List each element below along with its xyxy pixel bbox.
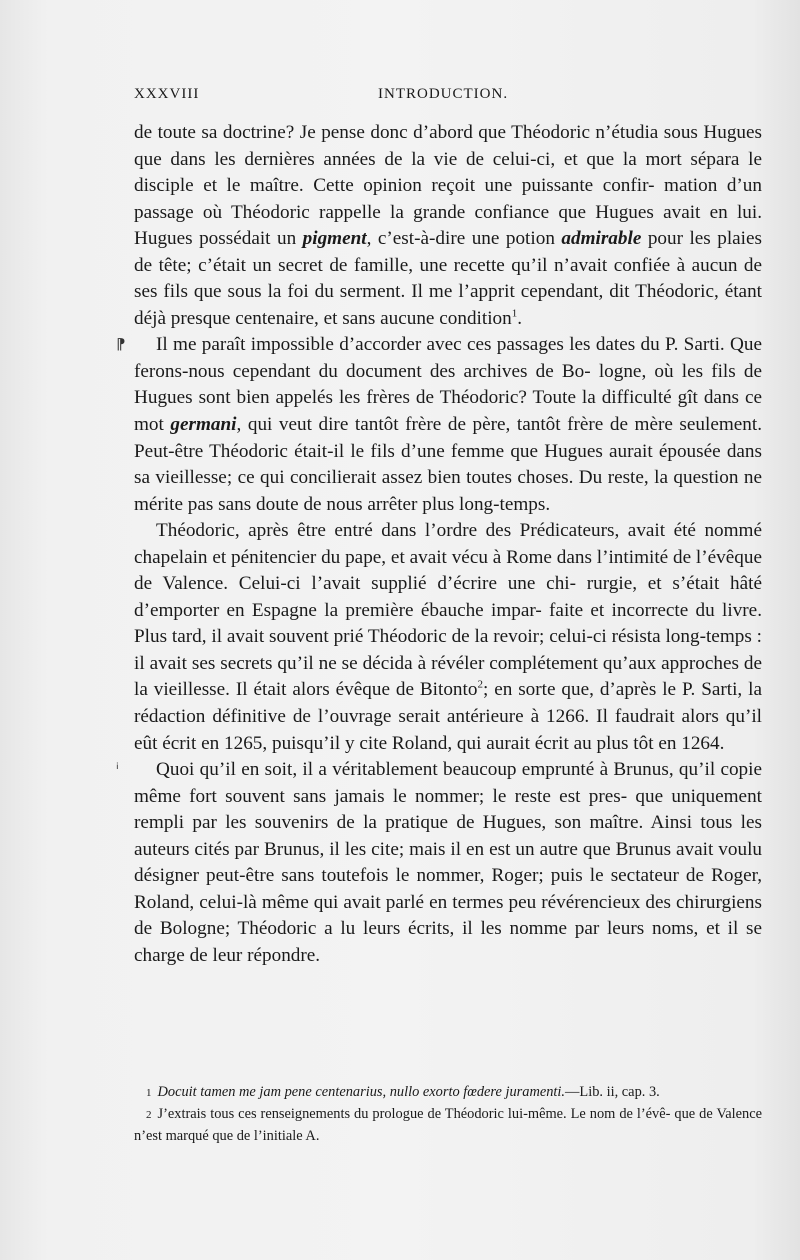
footnote-2-number: 2 [146, 1109, 152, 1121]
paragraph-1 [134, 120, 762, 332]
footnote-ref-2: 2 [477, 679, 483, 692]
italic-germani: germani [170, 414, 237, 436]
page-number: XXXVIII [134, 86, 200, 102]
running-title: INTRODUCTION. [378, 86, 509, 102]
footnote-1-citation: —Lib. ii, cap. 3. [565, 1084, 660, 1100]
running-head [134, 86, 762, 108]
paragraph-2-wrap [116, 332, 762, 518]
paragraph-2-text-a: Il me paraît impossible d’accorder avec ces passages les dates du P. Sarti. Que ferons-nous cependant du document des archives de Bo- logne, où les fils de Hugues sont bien appelés les frères de Théodoric? Toute la difficulté gît dans ce mot [134, 334, 762, 436]
margin-annotation-1: ⁋ [116, 337, 126, 354]
paragraph-2 [134, 332, 762, 518]
footnote-1-latin: Docuit tamen me jam pene centenarius, nullo exorto fœdere juramenti. [157, 1084, 566, 1100]
paragraph-4-wrap [116, 757, 762, 969]
italic-pigment: pigment [302, 228, 367, 250]
margin-annotation-2: ⁱ [116, 762, 119, 779]
footnotes [134, 1082, 762, 1147]
footnote-1 [134, 1082, 762, 1104]
paragraph-3-text-a: Théodoric, après être entré dans l’ordre des Prédicateurs, avait été nommé chapelain et pénitencier du pape, et avait vécu à Rome dans l’intimité de l’évêque de Valence. Celui-ci l’avait supplié d’écrire une chi- rurgie, et s’était hâté d’emporter en Espagne la première ébauche impar- faite et incorrecte du livre. Plus tard, il avait souvent prié Théodoric de la revoir; celui-ci résista long-temps : il avait ses secrets qu’il ne se décida à révéler complétement qu’aux approches de la vieillesse. Il était alors évêque de Bitonto [134, 520, 762, 701]
footnote-2-text: J’extrais tous ces renseignements du prologue de Théodoric lui-même. Le nom de l’évê- que de Valence n’est marqué que de l’initiale A. [134, 1106, 762, 1144]
paragraph-1-text-a: de toute sa doctrine? Je pense donc d’abord que Théodoric n’étudia sous Hugues que dans les dernières années de la vie de celui-ci, et que la mort sépara le disciple et le maître. Cette opinion reçoit une puissante confir- mation d’un passage où Théodoric rappelle la grande confiance que Hugues avait en lui. Hugues possédait un [134, 122, 762, 250]
paragraph-4: Quoi qu’il en soit, il a véritablement beaucoup emprunté à Brunus, qu’il copie même fort souvent sans jamais le nommer; le reste est pres- que uniquement rempli par les souvenirs de la pratique de Hugues, son maître. Ainsi tous les auteurs cités par Brunus, il les cite; mais il en est un autre que Brunus avait voulu désigner peut-être sans toutefois le nommer, Roger; puis le sectateur de Roger, Roland, celui-là même qui avait parlé en termes peu révérencieux des chirurgiens de Bologne; Théodoric a lu leurs écrits, il les nomme par leurs noms, et il se charge de leur répondre. [134, 759, 762, 966]
footnote-1-number: 1 [146, 1087, 152, 1099]
footnote-2 [134, 1104, 762, 1147]
main-text [116, 120, 762, 970]
paragraph-1-end: . [517, 307, 523, 329]
paragraph-2-text-b: , qui veut dire tantôt frère de père, tantôt frère de mère seulement. Peut-être Théodoric était-il le fils d’une femme que Hugues aurait épousée dans sa vieillesse; ce qui concilierait assez bien toutes choses. Du reste, la question ne mérite pas sans doute de nous arrêter plus long-temps. [134, 414, 762, 515]
paragraph-3 [134, 518, 762, 757]
paragraph-3-text-b: ; en sorte que, d’après le P. Sarti, la rédaction définitive de l’ouvrage serait antérieure à 1266. Il faudrait alors qu’il eût écrit en 1265, puisqu’il y cite Roland, qui aurait écrit au plus tôt en 1264. [134, 679, 762, 754]
italic-admirable: admirable [561, 228, 642, 250]
footnote-ref-1: 1 [511, 307, 518, 320]
paragraph-1-text-b: , c’est-à-dire une potion [366, 228, 562, 250]
paragraph-1-text-c: pour les plaies de tête; c’était un secret de famille, une recette qu’il n’avait confiée à aucun de ses fils que sous la foi du serment. Il me l’apprit cependant, dit Théodoric, étant déjà presque centenaire, et sans aucune condition [134, 228, 762, 329]
